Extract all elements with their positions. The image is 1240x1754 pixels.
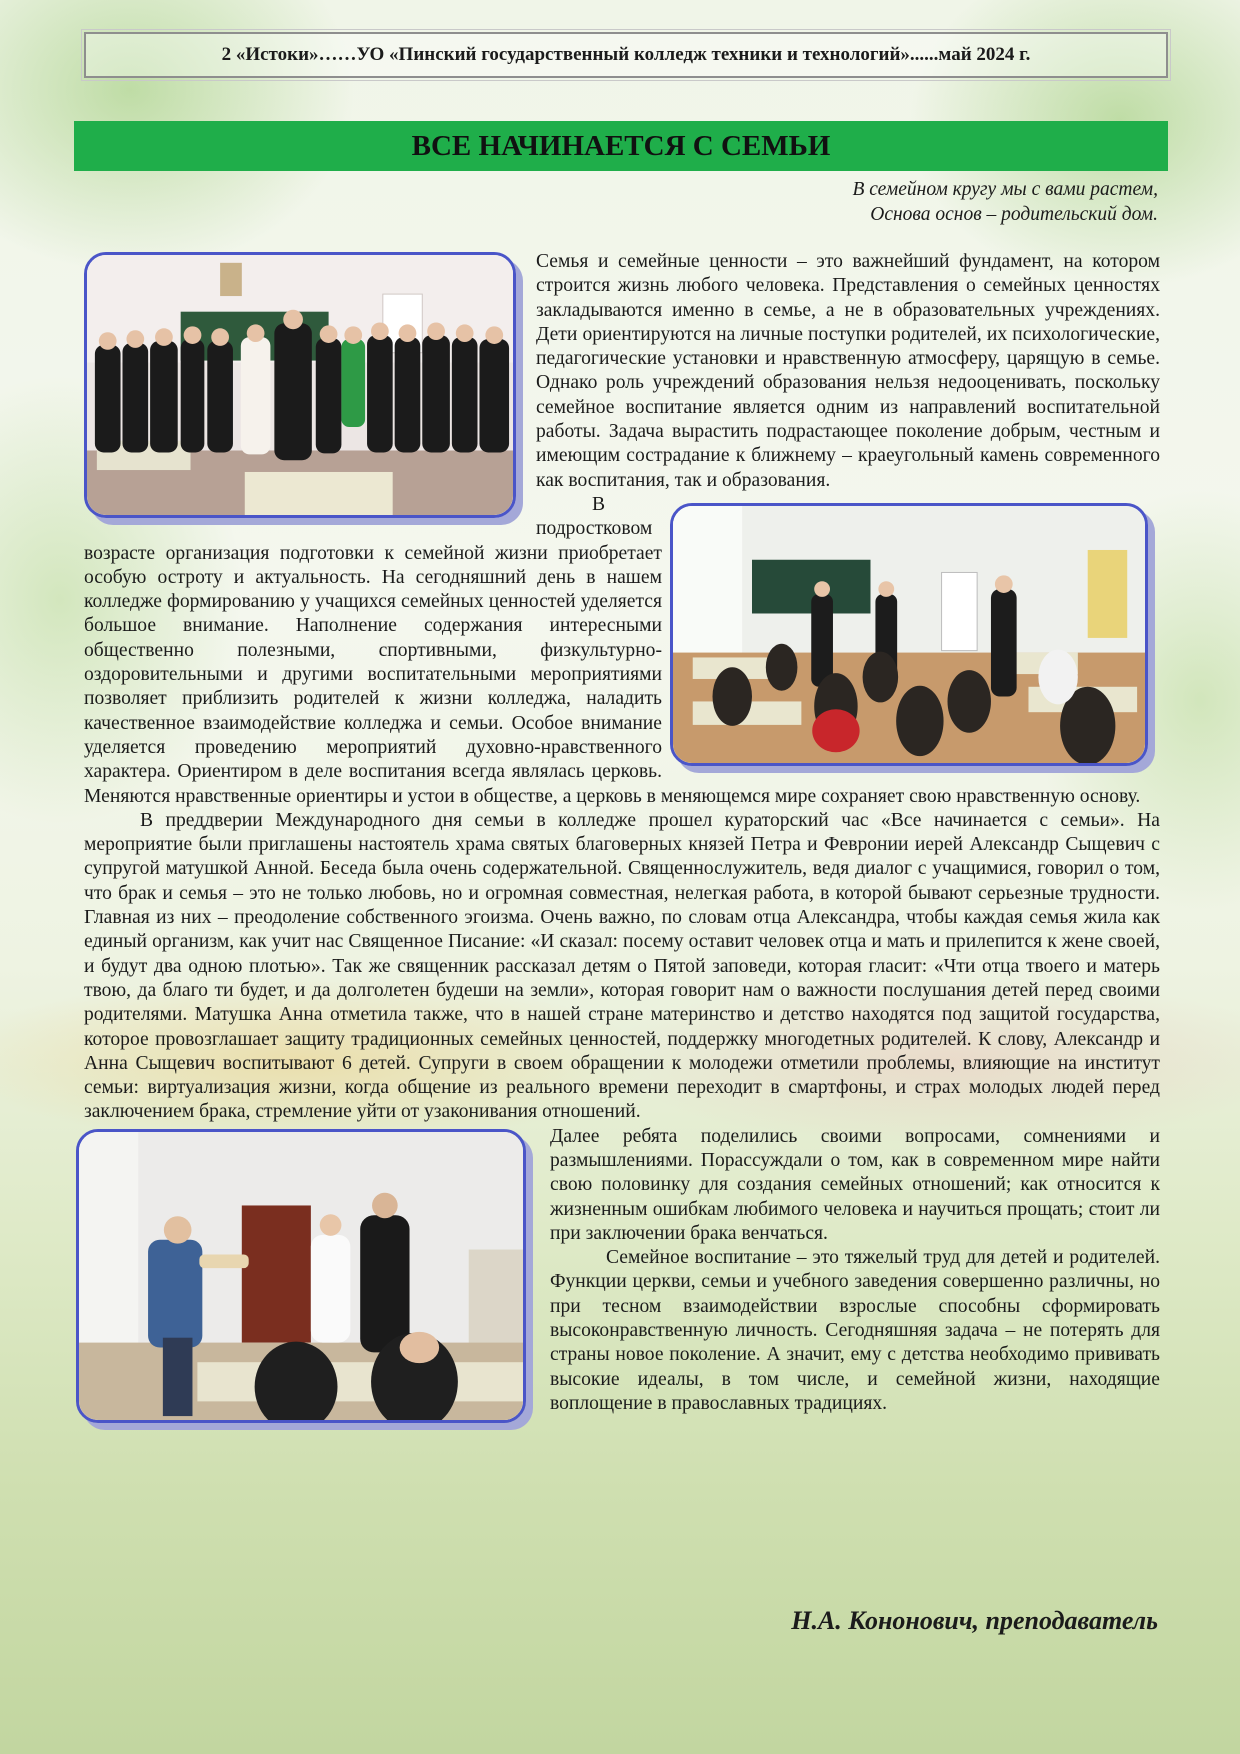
epigraph-line-1: В семейном кругу мы с вами растем,	[852, 179, 1158, 200]
students-photo	[76, 1129, 526, 1423]
page-header: 2 «Истоки»……УО «Пинский государственный колледж техники и технологий»......май 2024 г.	[84, 32, 1168, 78]
group-photo-icon	[87, 255, 513, 515]
epigraph	[852, 177, 1158, 227]
article-title: ВСЕ НАЧИНАЕТСЯ С СЕМЬИ	[74, 121, 1168, 171]
classroom-photo-icon	[673, 506, 1145, 763]
students-photo-icon	[79, 1132, 523, 1420]
paragraph-3-cont: Далее ребята поделились своими вопросами, сомнениями и размышлениями. Порассуждали о том, как в современном мире найти свою половинку для создания семейных отношений; как относится к жизненным ошибкам любимого человека и научиться прощать; стоит ли при заключении брака венчаться.	[550, 1125, 1160, 1244]
paragraph-2: В подростковом возрасте организация подготовки к семейной жизни приобретает особую остроту и актуальность. На сегодняшний день в нашем колледже формированию у учащихся семейных ценностей уделяется большое внимание. Наполнение содержания интересными общественно полезными, спортивными, физкультурно-оздоровительными и другими воспитательными мероприятиями позволяет приблизить родителей к жизни колледжа, наладить качественное взаимодействие колледжа и семьи. Особое внимание уделяется проведению мероприятий духовно-нравственного характера. Ориентиром в деле воспитания всегда являлась церковь. Меняются нравственные ориентиры и устои в обществе, а церковь в меняющемся мире сохраняет свою нравственную основу.	[84, 493, 1141, 807]
article-body	[84, 250, 1160, 1427]
group-photo	[84, 252, 516, 518]
author-signature: Н.А. Кононович, преподаватель	[791, 1606, 1158, 1635]
paragraph-1: Семья и семейные ценности – это важнейший фундамент, на котором строится жизнь любого человека. Представления о семейных ценностях закладываются именно в семье, а не в образовательных учреждениях. Дети ориентируются на личные поступки родителей, их психологические, педагогические установки и нравственную атмосферу, царящую в семье. Однако роль учреждений образования нельзя недооценивать, поскольку семейное воспитание является одним из направлений воспитательной работы. Задача вырастить подрастающее поколение добрым, честным и имеющим сострадание к ближнему – краеугольный камень современного как воспитания, так и образования.	[536, 251, 1160, 491]
paragraph-3: В преддверии Международного дня семьи в колледже прошел кураторский час «Все начинается с семьи». На мероприятие были приглашены настоятель храма святых благоверных князей Петра и Февронии иерей Александр Сыщевич с супругой матушкой Анной. Беседа была очень содержательной. Священнослужитель, ведя диалог с учащимися, говорил о том, что брак и семья – это не только любовь, но и огромная совместная, нелегкая работа, в которой бывают серьезные трудности. Главная из них – преодоление собственного эгоизма. Очень важно, по словам отца Александра, чтобы каждая семья жила как единый организм, как учит нас Священное Писание: «И сказал: посему оставит человек отца и мать и прилепится к жене своей, и будут два одною плотью». Так же священник рассказал детям о Пятой заповеди, которая гласит: «Чти отца твоего и матерь твою, да благо ти будет, и да долголетен будеши на земли», которая говорит нам о важности послушания детей перед своими родителями. Матушка Анна отметила также, что в нашей стране материнство и детство находятся под защитой государства, которое провозглашает защиту традиционных семейных ценностей, поддержку многодетных родителей. К слову, Александр и Анна Сыщевич воспитывают 6 детей. Супруги в своем обращении к молодежи отметили проблемы, влияющие на институт семьи: виртуализация жизни, когда общение из реального времени переходит в смартфоны, и страх молодых людей перед заключением брака, стремление уйти от узаконивания отношений.	[84, 809, 1160, 1123]
paragraph-5: Семейное воспитание – это тяжелый труд для детей и родителей. Функции церкви, семьи и учебного заведения совершенно различны, но при тесном взаимодействии взрослые способны сформировать высоконравственную личность. Сегодняшняя задача – не потерять для страны новое поколение. А значит, ему с детства необходимо прививать высокие идеалы, в том числе, и семейной жизни, находящие воплощение в православных традициях.	[550, 1247, 1160, 1414]
epigraph-line-2: Основа основ – родительский дом.	[870, 204, 1158, 225]
classroom-photo	[670, 503, 1148, 766]
